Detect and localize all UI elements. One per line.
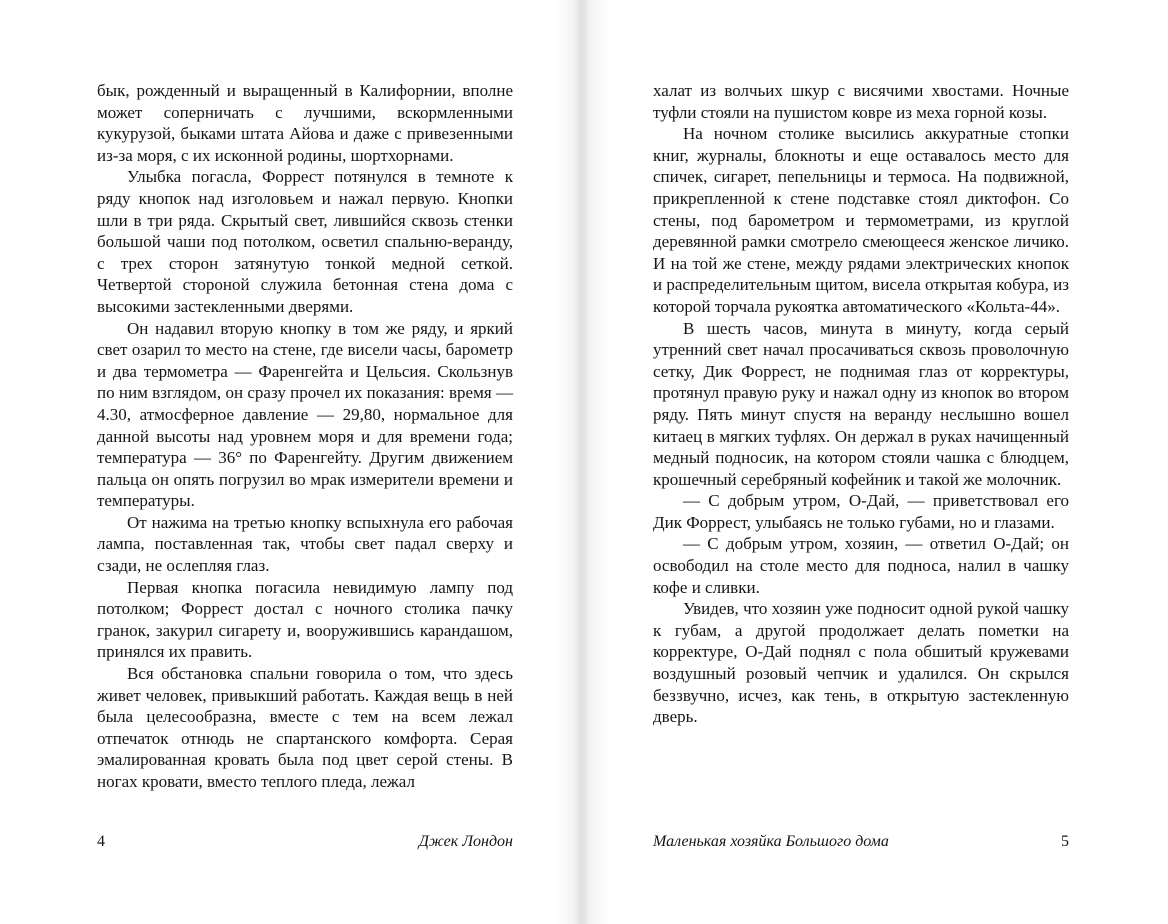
paragraph: Он надавил вторую кнопку в том же ряду, и яркий свет озарил то место на стене, где висели часы, барометр и два термометра — Фаренгейта и Цельсия. Скользнув по ним взглядом, он сразу прочел их показания: время — 4.30, атмосферное давление — 29,80, нормальное для данной высоты над уровнем моря и для времени года; температура — 36° по Фаренгейту. Другим движением пальца он опять погрузил во мрак измерители времени и температуры. <box>97 318 513 511</box>
paragraph: От нажима на третью кнопку вспыхнула его рабочая лампа, поставленная так, чтобы свет падал сверху и сзади, не ослепляя глаз. <box>97 512 513 576</box>
book-gutter <box>556 0 608 924</box>
left-page-footer <box>97 833 513 851</box>
paragraph: Улыбка погасла, Форрест потянулся в темноте к ряду кнопок над изголовьем и нажал первую. Кнопки шли в три ряда. Скрытый свет, лившийся сквозь стенки большой чаши под потолком, осветил спальню-веранду, с трех сторон затянутую тонкой медной сеткой. Четвертой стороной служила бетонная стена дома с высокими застекленными дверями. <box>97 167 513 316</box>
paragraph: Увидев, что хозяин уже подносит одной рукой чашку к губам, а другой продолжает делать пометки на корректуре, О-Дай поднял с пола обшитый кружевами воздушный розовый чепчик и удалился. Он скрылся беззвучно, исчез, как тень, в открытую застекленную дверь. <box>653 599 1069 727</box>
running-title: Джек Лондон <box>418 833 513 850</box>
right-page-footer <box>653 833 1069 851</box>
page-number: 5 <box>1061 833 1069 850</box>
paragraph: — С добрым утром, О-Дай, — приветствовал его Дик Форрест, улыбаясь не только губами, но и глазами. <box>653 491 1069 532</box>
paragraph: В шесть часов, минута в минуту, когда серый утренний свет начал просачиваться сквозь проволочную сетку, Дик Форрест, не поднимая глаз от корректуры, протянул правую руку и нажал одну из кнопок во втором ряду. Пять минут спустя на веранду неслышно вошел китаец в мягких туфлях. Он держал в руках начищенный медный подносик, на котором стояли чашка с блюдцем, крошечный серебряный кофейник и такой же молочник. <box>653 318 1069 489</box>
paragraph: На ночном столике высились аккуратные стопки книг, журналы, блокноты и еще оставалось место для спичек, сигарет, пепельницы и термоса. На подвижной, прикрепленной к стене подставке стоял диктофон. Со стены, под барометром и термометрами, из круглой деревянной рамки смотрело смеющееся женское личико. И на той же стене, между рядами электрических кнопок и распределительным щитом, висела открытая кобура, из которой торчала рукоятка автоматического «Кольта-44». <box>653 124 1069 316</box>
left-page-text <box>97 80 513 793</box>
paragraph: бык, рожденный и выращенный в Калифорнии, вполне может соперничать с лучшими, вскормленными кукурузой, быками штата Айова и даже с привезенными из-за моря, с их исконной родины, шортхорнами. <box>97 81 513 165</box>
running-title: Маленькая хозяйка Большого дома <box>653 833 889 850</box>
paragraph: Первая кнопка погасила невидимую лампу под потолком; Форрест достал с ночного столика пачку гранок, закурил сигарету и, вооружившись карандашом, принялся их править. <box>97 577 513 662</box>
right-page-text <box>653 80 1069 728</box>
page-number: 4 <box>97 833 105 850</box>
paragraph: — С добрым утром, хозяин, — ответил О-Дай; он освободил на столе место для подноса, налил в чашку кофе и сливки. <box>653 534 1069 597</box>
paragraph: халат из волчьих шкур с висячими хвостами. Ночные туфли стояли на пушистом ковре из меха горной козы. <box>653 81 1069 122</box>
paragraph: Вся обстановка спальни говорила о том, что здесь живет человек, привыкший работать. Каждая вещь в ней была целесообразна, вместе с тем на всем лежал отпечаток отнюдь не спартанского комфорта. Серая эмалированная кровать была под цвет серой стены. В ногах кровати, вместо теплого пледа, лежал <box>97 664 513 791</box>
